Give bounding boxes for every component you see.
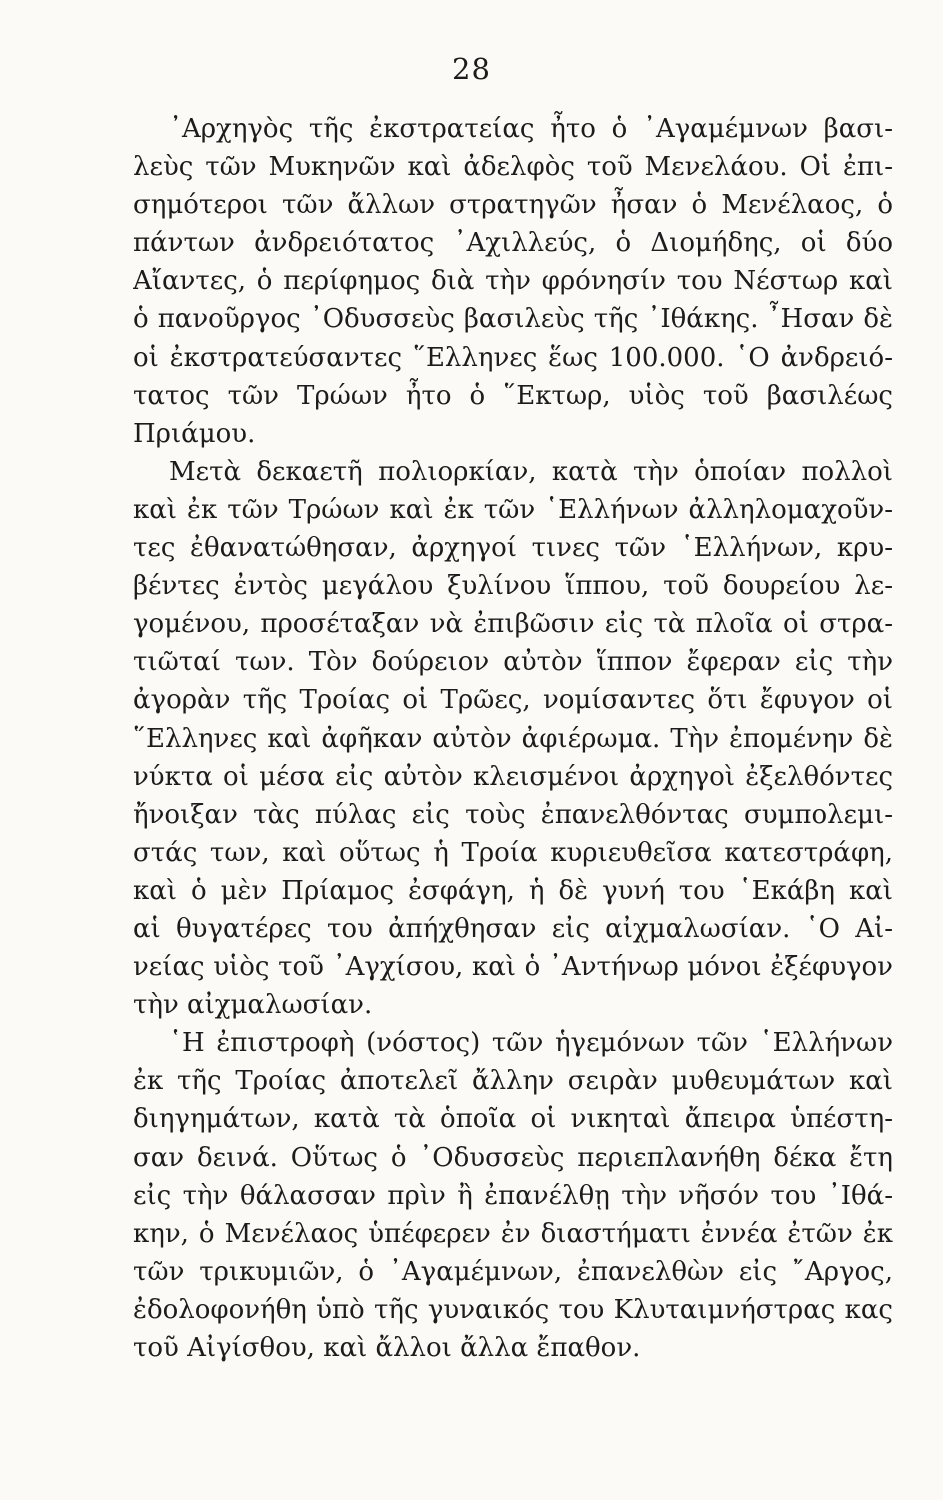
text-line: βέντες ἐντὸς μεγάλου ξυλίνου ἵππου, τοῦ δουρείου λε- (133, 571, 893, 602)
text-line: τες ἐθανατώθησαν, ἀρχηγοί τινες τῶν ῾Ελλήνων, κρυ- (133, 533, 893, 564)
text-line: ἀγορὰν τῆς Τροίας οἱ Τρῶες, νομίσαντες ὅτι ἔφυγον οἱ (133, 685, 893, 716)
text-line: ᾿Αρχηγὸς τῆς ἐκστρατείας ἦτο ὁ ᾿Αγαμέμνων βασι- (169, 114, 893, 144)
text-line: Πριάμου. (133, 418, 256, 449)
text-line: ἐδολοφονήθη ὑπὸ τῆς γυναικός του Κλυταιμνήστρας κας (133, 1294, 893, 1325)
text-line: λεὺς τῶν Μυκηνῶν καὶ ἀδελφὸς τοῦ Μενελάου. Οἱ ἐπι- (133, 152, 893, 183)
text-line: Αἴαντες, ὁ περίφημος διὰ τὴν φρόνησίν του Νέστωρ καὶ (133, 266, 893, 297)
text-line: νύκτα οἱ μέσα εἰς αὐτὸν κλεισμένοι ἀρχηγοὶ ἐξελθόντες (133, 761, 893, 792)
text-line: γομένου, προσέταξαν νὰ ἐπιβῶσιν εἰς τὰ πλοῖα οἱ στρα- (133, 609, 893, 640)
text-line: τῶν τρικυμιῶν, ὁ ᾿Αγαμέμνων, ἐπανελθὼν εἰς ῎Αργος, (133, 1256, 893, 1287)
text-line: τοῦ Αἰγίσθου, καὶ ἄλλοι ἄλλα ἔπαθον. (133, 1333, 641, 1363)
text-line: αἱ θυγατέρες του ἀπήχθησαν εἰς αἰχμαλωσίαν. ῾Ο Αἰ- (133, 913, 893, 944)
text-line: καὶ ὁ μὲν Πρίαμος ἐσφάγη, ἡ δὲ γυνή του ῾Εκάβη καὶ (133, 875, 893, 906)
text-line: νείας υἱὸς τοῦ ᾿Αγχίσου, καὶ ὁ ᾿Αντήνωρ μόνοι ἐξέφυγον (133, 952, 893, 983)
text-line: διηγημάτων, κατὰ τὰ ὁποῖα οἱ νικηταὶ ἄπειρα ὑπέστη- (133, 1104, 893, 1135)
text-line: τατος τῶν Τρώων ἦτο ὁ ῞Εκτωρ, υἱὸς τοῦ βασιλέως (133, 380, 893, 411)
text-line: ὁ πανοῦργος ᾿Οδυσσεὺς βασιλεὺς τῆς ᾿Ιθάκης. ῏Ησαν δὲ (133, 304, 893, 335)
text-line: ῞Ελληνες καὶ ἀφῆκαν αὐτὸν ἀφιέρωμα. Τὴν ἐπομένην δὲ (133, 723, 893, 754)
text-line: ἤνοιξαν τὰς πύλας εἰς τοὺς ἐπανελθόντας συμπολεμι- (133, 799, 893, 830)
text-line: ἐκ τῆς Τροίας ἀποτελεῖ ἄλλην σειρὰν μυθευμάτων καὶ (133, 1066, 893, 1097)
text-line: σαν δεινά. Οὕτως ὁ ᾿Οδυσσεὺς περιεπλανήθη δέκα ἔτη (133, 1142, 893, 1173)
text-line: τὴν αἰχμαλωσίαν. (133, 990, 373, 1021)
text-line: εἰς τὴν θάλασσαν πρὶν ἢ ἐπανέλθῃ τὴν νῆσόν του ᾿Ιθά- (133, 1180, 893, 1211)
page-number: 28 (452, 52, 491, 86)
text-line: Μετὰ δεκαετῆ πολιορκίαν, κατὰ τὴν ὁποίαν πολλοὶ (169, 456, 893, 487)
body-text (133, 110, 893, 1367)
text-line: οἱ ἐκστρατεύσαντες ῞Ελληνες ἕως 100.000. ῾Ο ἀνδρειό- (133, 342, 893, 373)
text-line: κην, ὁ Μενέλαος ὑπέφερεν ἐν διαστήματι ἐννέα ἐτῶν ἐκ (133, 1218, 893, 1249)
text-line: ῾Η ἐπιστροφὴ (νόστος) τῶν ἡγεμόνων τῶν ῾Ελλήνων (169, 1028, 893, 1059)
text-line: τιῶταί των. Τὸν δούρειον αὐτὸν ἵππον ἔφεραν εἰς τὴν (133, 647, 893, 678)
text-line: στάς των, καὶ οὕτως ἡ Τροία κυριευθεῖσα κατεστράφη, (133, 837, 893, 868)
text-line: σημότεροι τῶν ἄλλων στρατηγῶν ἦσαν ὁ Μενέλαος, ὁ (133, 190, 893, 221)
text-line: καὶ ἐκ τῶν Τρώων καὶ ἐκ τῶν ῾Ελλήνων ἀλληλομαχοῦν- (133, 494, 893, 525)
text-line: πάντων ἀνδρειότατος ᾿Αχιλλεύς, ὁ Διομήδης, οἱ δύο (133, 228, 893, 259)
